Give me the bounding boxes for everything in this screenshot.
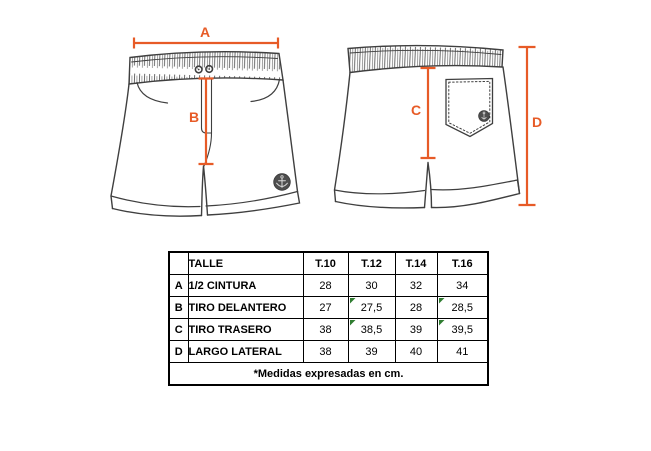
size-table: [168, 251, 489, 386]
front-hem-bottom-left: [113, 209, 202, 217]
table-header-row: [169, 252, 488, 275]
row-letter: A: [169, 275, 188, 297]
dim-c-line: [421, 68, 436, 158]
measure-value: 30: [348, 275, 395, 297]
front-hem-stitch-left: [111, 196, 200, 207]
back-pocket: [446, 79, 493, 137]
anchor-logo-icon: [274, 174, 291, 191]
measure-value: 27,5: [348, 297, 395, 319]
comment-flag-icon: [350, 320, 356, 326]
measure-name: LARGO LATERAL: [188, 341, 303, 363]
measure-value: 41: [437, 341, 488, 363]
back-pocket-stitch: [449, 81, 490, 133]
back-leg-slit: [425, 163, 432, 208]
measure-value: 28: [395, 297, 437, 319]
row-letter: B: [169, 297, 188, 319]
measure-value: 34: [437, 275, 488, 297]
measure-value: 27: [303, 297, 348, 319]
measure-value: 38,5: [348, 319, 395, 341]
measure-value: 39: [348, 341, 395, 363]
dim-label-d: D: [531, 114, 543, 130]
size-header-t14: T.14: [395, 252, 437, 275]
table-row-b: [169, 297, 488, 319]
back-hem-bottom-left: [336, 202, 425, 208]
measure-value: 38: [303, 341, 348, 363]
comment-flag-icon: [439, 298, 445, 304]
pocket-logo-icon: [479, 111, 490, 122]
size-header-t10: T.10: [303, 252, 348, 275]
table-row-d: [169, 341, 488, 363]
row-letter: C: [169, 319, 188, 341]
comment-flag-icon: [439, 320, 445, 326]
dim-label-b: B: [188, 109, 200, 125]
dim-label-c: C: [410, 102, 422, 118]
back-hem-stitch-right: [432, 180, 518, 190]
corner-cell: [169, 252, 188, 275]
front-pocket-left: [137, 83, 168, 104]
row-letter: D: [169, 341, 188, 363]
table-footer-row: [169, 363, 488, 386]
dim-label-a: A: [199, 24, 211, 40]
size-label-header: TALLE: [188, 252, 303, 275]
front-left-seam: [111, 84, 129, 209]
front-hem-stitch-right: [206, 192, 298, 207]
measure-value: 40: [395, 341, 437, 363]
back-hem-bottom-right: [432, 180, 520, 208]
measure-value: 32: [395, 275, 437, 297]
measure-value: 39,5: [437, 319, 488, 341]
measure-value: 38: [303, 319, 348, 341]
size-header-t12: T.12: [348, 252, 395, 275]
measure-name: TIRO DELANTERO: [188, 297, 303, 319]
measure-value: 39: [395, 319, 437, 341]
comment-flag-icon: [350, 298, 356, 304]
measure-name: TIRO TRASERO: [188, 319, 303, 341]
measure-name: 1/2 CINTURA: [188, 275, 303, 297]
units-footnote: *Medidas expresadas en cm.: [169, 363, 488, 386]
front-leg-slit: [202, 166, 208, 216]
measure-value: 28,5: [437, 297, 488, 319]
table-row-c: [169, 319, 488, 341]
table-row-a: [169, 275, 488, 297]
front-pocket-right: [251, 80, 280, 102]
back-left-seam: [335, 73, 351, 202]
measure-value: 28: [303, 275, 348, 297]
size-header-t16: T.16: [437, 252, 488, 275]
back-hem-stitch-left: [335, 190, 425, 194]
back-right-seam: [503, 67, 520, 194]
